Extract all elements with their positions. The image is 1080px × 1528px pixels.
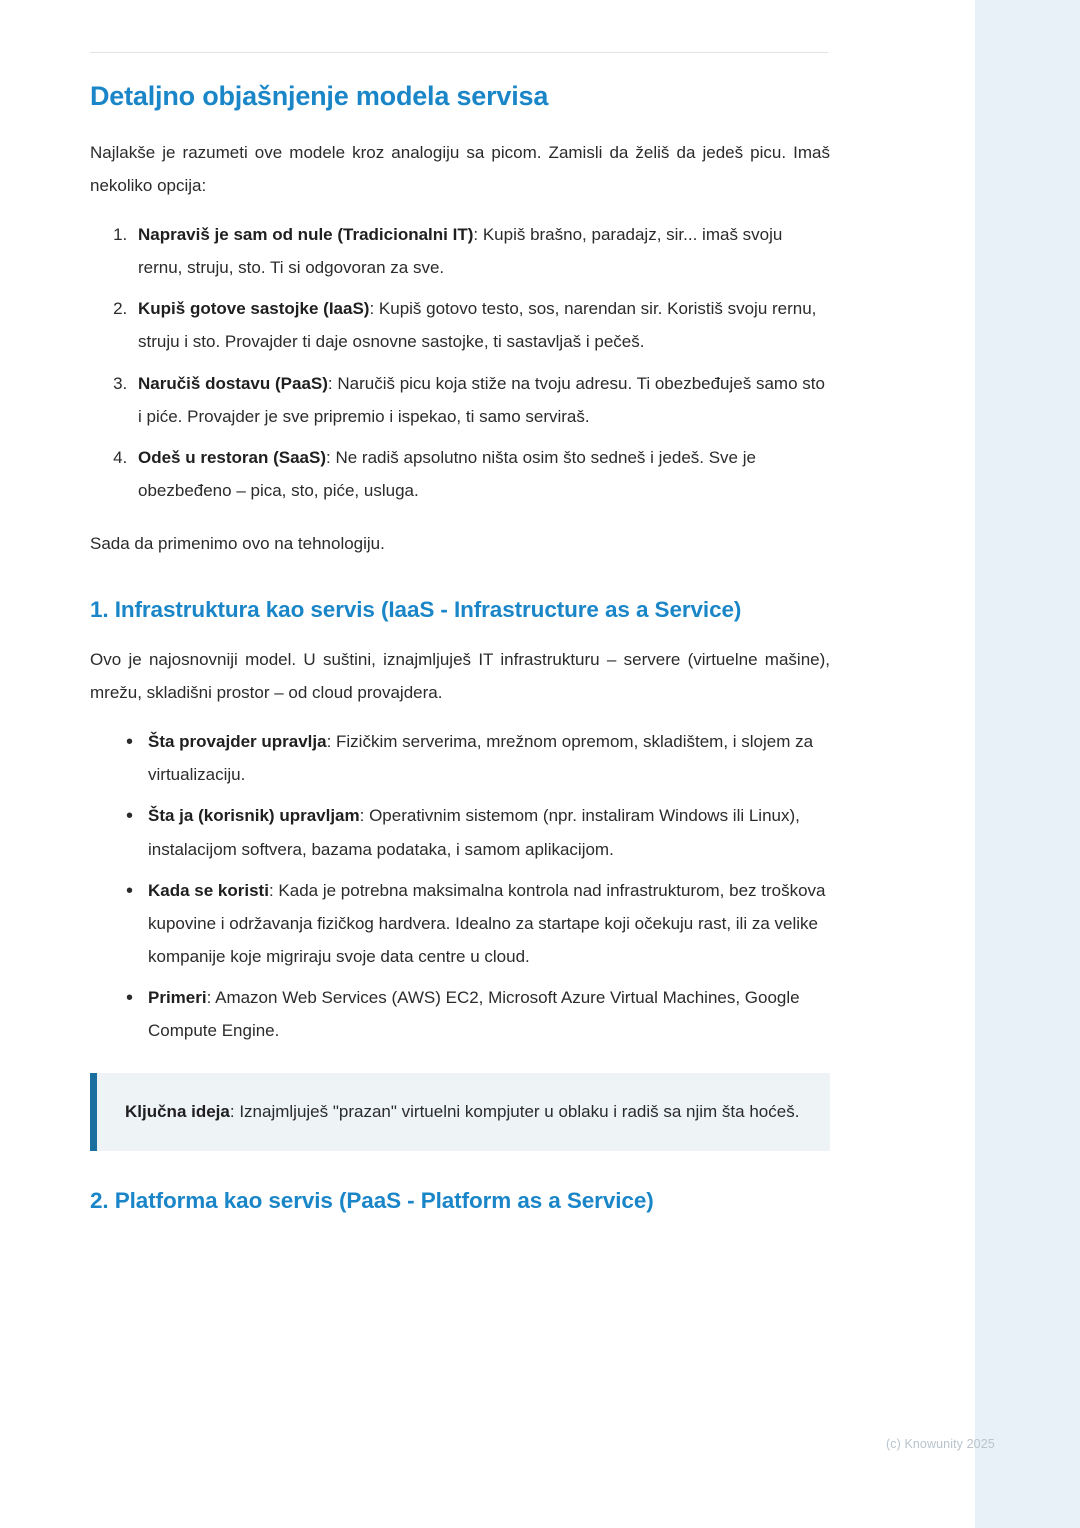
list-item — [126, 874, 830, 973]
iaas-paragraph: Ovo je najosnovniji model. U suštini, iznajmljuješ IT infrastrukturu – servere (virtuelne mašine), mrežu, skladišni prostor – od cloud provajdera. — [90, 649, 830, 703]
list-item-lead: Naručiš dostavu (PaaS) — [138, 373, 328, 393]
list-item-text: : Naručiš picu koja stiže na tvoju adresu. Ti obezbeđuješ samo sto i piće. Provajder je sve pripremio i ispekao, ti samo serviraš. — [138, 373, 825, 426]
callout-lead: Ključna ideja — [125, 1102, 230, 1122]
list-item-text: : Kupiš brašno, paradajz, sir... imaš svoju rernu, struju, sto. Ti si odgovoran za sve. — [138, 225, 783, 278]
analogy-list — [90, 218, 830, 507]
key-idea-callout — [90, 1073, 830, 1150]
list-item — [126, 725, 830, 791]
list-item-text: : Ne radiš apsolutno ništa osim što sedneš i jedeš. Sve je obezbeđeno – pica, sto, piće, usluga. — [138, 447, 756, 501]
document-body — [90, 80, 830, 1233]
list-item — [126, 799, 830, 865]
callout-body: : Iznajmljuješ "prazan" virtuelni kompjuter u oblaku i radiš sa njim šta hoćeš. — [229, 1102, 800, 1122]
list-item-lead: Odeš u restoran (SaaS) — [138, 447, 327, 467]
iaas-bullet-list — [90, 725, 830, 1047]
list-item — [126, 981, 830, 1047]
list-item-text: : Kada je potrebna maksimalna kontrola nad infrastrukturom, bez troškova kupovine i održavanja fizičkog hardvera. Idealno za startape koji očekuju rast, ili za velike kompanije koje migriraju svoje data centre u cloud. — [148, 880, 826, 967]
list-item-text: : Fizičkim serverima, mrežnom opremom, skladištem, i slojem za virtualizaciju. — [148, 732, 814, 785]
section-heading-iaas: 1. Infrastruktura kao servis (IaaS - Infrastructure as a Service) — [90, 597, 742, 623]
rail-divider — [972, 0, 975, 1528]
page-title: Detaljno objašnjenje modela servisa — [90, 81, 549, 111]
list-item-text: : Kupiš gotovo testo, sos, narendan sir. Koristiš svoju rernu, struju i sto. Provajder ti daje osnovne sastojke, ti sastavljaš i pečeš. — [138, 299, 817, 352]
intro-paragraph: Najlakše je razumeti ove modele kroz analogiju sa picom. Zamisli da želiš da jedeš picu. Imaš nekoliko opcija: — [90, 142, 830, 195]
right-margin-rail — [972, 0, 1080, 1528]
list-item-text: : Amazon Web Services (AWS) EC2, Microsoft Azure Virtual Machines, Google Compute Engine. — [148, 988, 800, 1041]
list-item — [132, 292, 830, 358]
list-item-lead: Kupiš gotove sastojke (IaaS) — [138, 299, 370, 319]
list-item — [132, 367, 830, 433]
transition-paragraph: Sada da primenimo ovo na tehnologiju. — [90, 534, 385, 554]
list-item — [132, 441, 830, 507]
list-item-lead: Šta ja (korisnik) upravljam — [148, 806, 360, 826]
list-item-lead: Napraviš je sam od nule (Tradicionalni IT) — [138, 225, 474, 245]
callout-text — [125, 1095, 804, 1128]
watermark: (c) Knowunity 2025 — [886, 1437, 995, 1451]
list-item-lead: Šta provajder upravlja — [148, 732, 327, 752]
section-heading-paas: 2. Platforma kao servis (PaaS - Platform as a Service) — [90, 1187, 654, 1213]
list-item-lead: Kada se koristi — [148, 880, 269, 900]
list-item-text: : Operativnim sistemom (npr. instaliram Windows ili Linux), instalacijom softvera, bazama podataka, i samom aplikacijom. — [148, 806, 800, 859]
list-item — [132, 218, 830, 284]
list-item-lead: Primeri — [148, 988, 207, 1008]
top-divider — [90, 52, 828, 53]
